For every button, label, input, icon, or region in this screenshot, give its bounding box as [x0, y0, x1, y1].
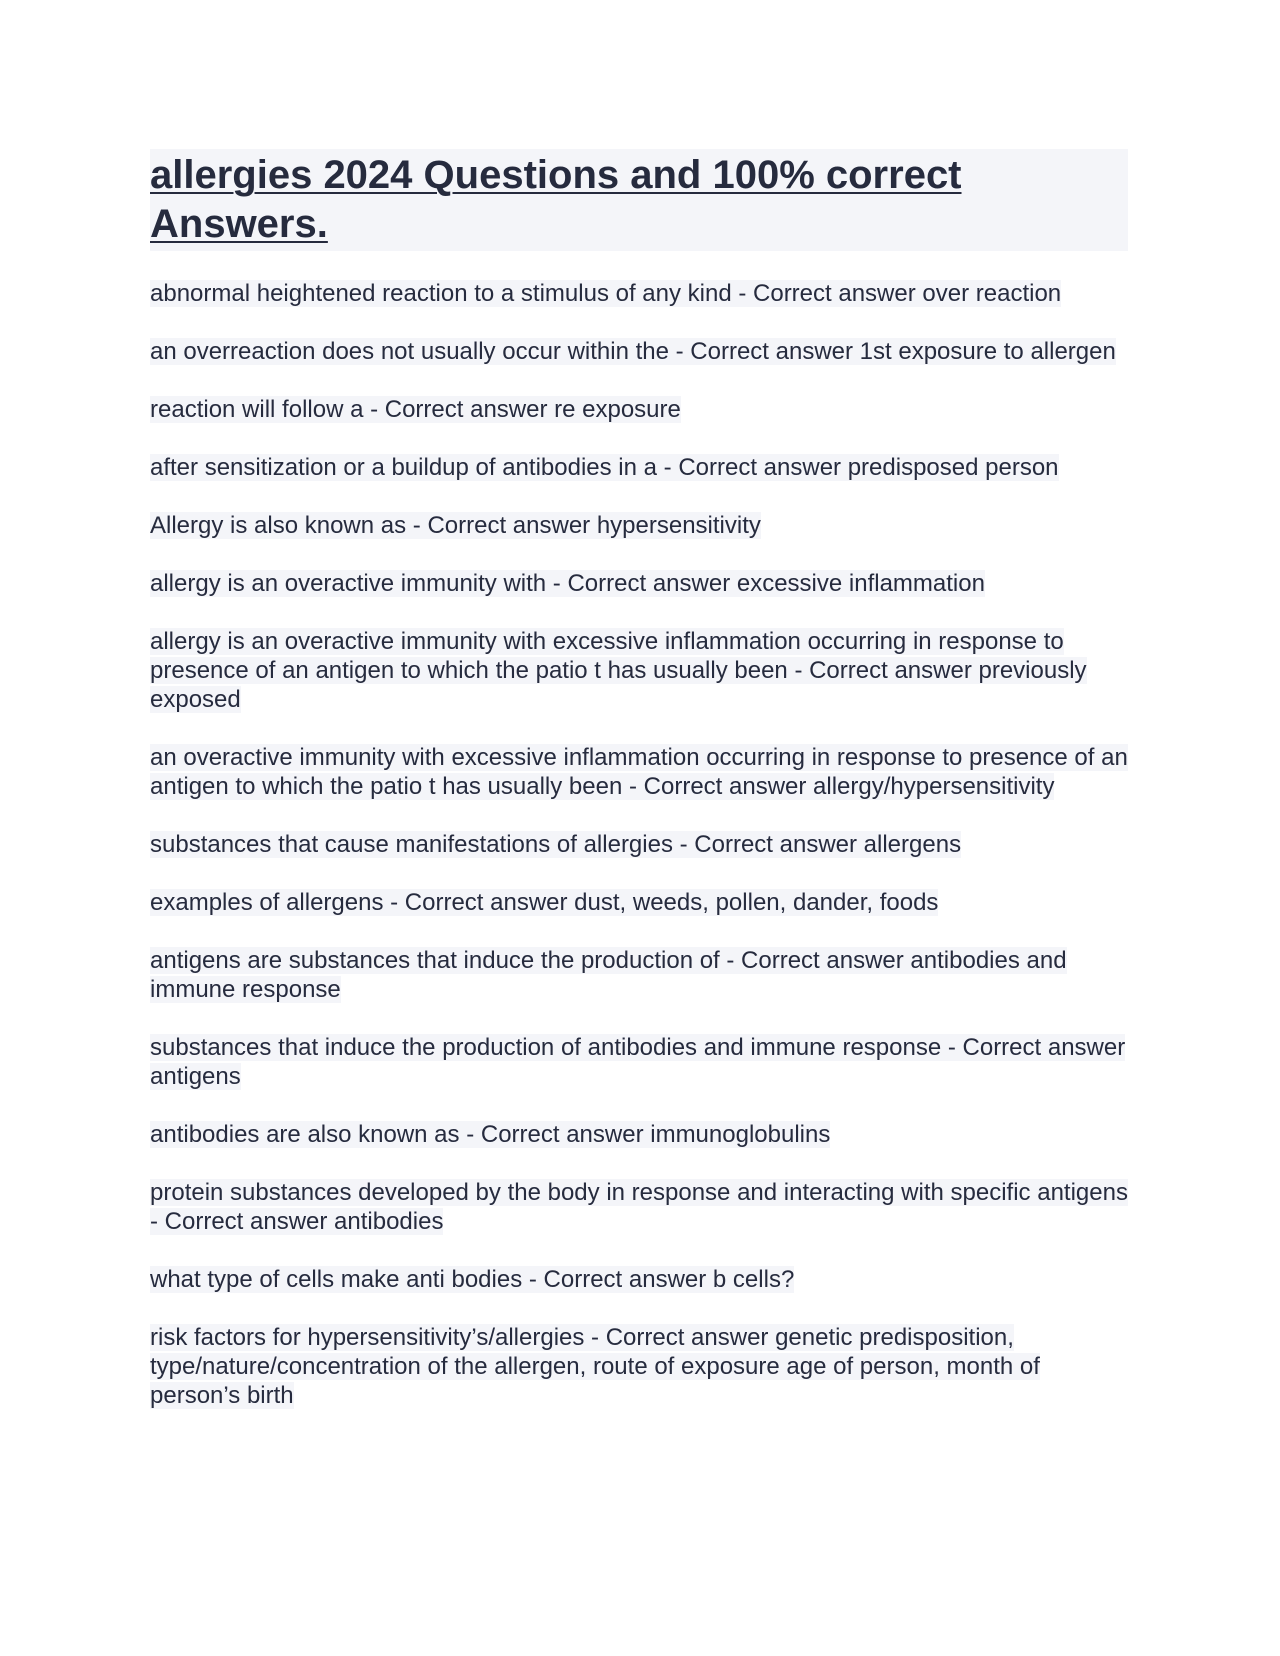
qa-text: what type of cells make anti bodies - Correct answer b cells?	[150, 1266, 795, 1293]
qa-item	[150, 453, 1128, 482]
qa-item	[150, 1265, 1128, 1294]
qa-item	[150, 1323, 1128, 1410]
qa-text: abnormal heightened reaction to a stimulus of any kind - Correct answer over reaction	[150, 280, 1062, 307]
qa-item	[150, 395, 1128, 424]
document-title: allergies 2024 Questions and 100% correct Answers.	[150, 153, 962, 246]
qa-item	[150, 1120, 1128, 1149]
qa-text: substances that cause manifestations of allergies - Correct answer allergens	[150, 831, 962, 858]
qa-text: allergy is an overactive immunity with excessive inflammation occurring in response to presence of an antigen to which the patio t has usually been - Correct answer previously exposed	[150, 628, 1087, 713]
title-block	[150, 149, 1128, 251]
qa-text: reaction will follow a - Correct answer re exposure	[150, 396, 681, 423]
qa-list	[150, 279, 1128, 1410]
qa-item	[150, 1178, 1128, 1236]
qa-text: antigens are substances that induce the production of - Correct answer antibodies and immune response	[150, 947, 1067, 1003]
qa-item	[150, 627, 1128, 714]
qa-item	[150, 946, 1128, 1004]
qa-text: Allergy is also known as - Correct answer hypersensitivity	[150, 512, 761, 539]
qa-item	[150, 569, 1128, 598]
qa-text: risk factors for hypersensitivity’s/allergies - Correct answer genetic predisposition, type/nature/concentration of the allergen, route of exposure age of person, month of person’s birth	[150, 1324, 1040, 1409]
qa-item	[150, 830, 1128, 859]
qa-text: after sensitization or a buildup of antibodies in a - Correct answer predisposed person	[150, 454, 1059, 481]
qa-item	[150, 511, 1128, 540]
qa-item	[150, 888, 1128, 917]
qa-item	[150, 743, 1128, 801]
qa-text: antibodies are also known as - Correct answer immunoglobulins	[150, 1121, 831, 1148]
qa-item	[150, 337, 1128, 366]
qa-text: examples of allergens - Correct answer dust, weeds, pollen, dander, foods	[150, 889, 939, 916]
qa-text: an overactive immunity with excessive inflammation occurring in response to presence of an antigen to which the patio t has usually been - Correct answer allergy/hypersensitivity	[150, 744, 1128, 800]
qa-item	[150, 1033, 1128, 1091]
qa-text: an overreaction does not usually occur within the - Correct answer 1st exposure to allergen	[150, 338, 1116, 365]
qa-text: substances that induce the production of antibodies and immune response - Correct answer antigens	[150, 1034, 1126, 1090]
document-page	[150, 149, 1128, 1439]
qa-item	[150, 279, 1128, 308]
qa-text: protein substances developed by the body in response and interacting with specific antigens - Correct answer antibodies	[150, 1179, 1128, 1235]
qa-text: allergy is an overactive immunity with - Correct answer excessive inflammation	[150, 570, 985, 597]
